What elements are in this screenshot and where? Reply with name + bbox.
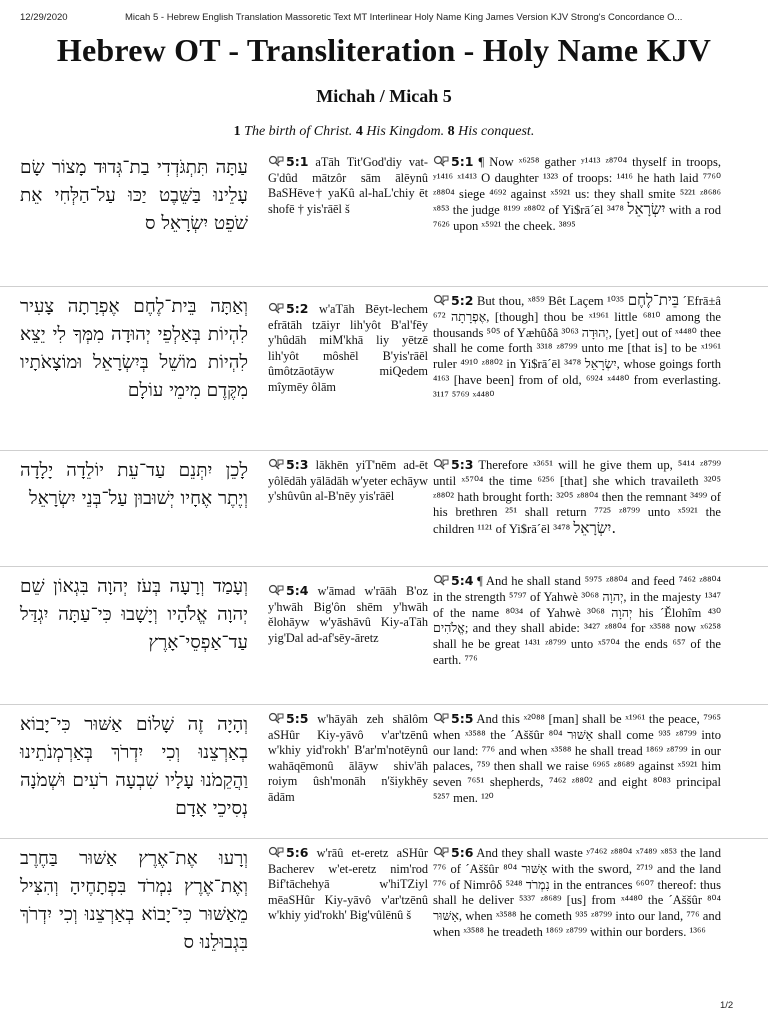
verse-number[interactable]: 5:2 — [451, 293, 474, 308]
print-header — [0, 12, 768, 30]
english-hebrew-word: יִשְׂרָאֵל — [627, 200, 666, 219]
chapter-summary — [0, 124, 768, 140]
english-text — [433, 573, 721, 669]
hebrew-text: לָכֵן יִתְּנֵם עַד־עֵת יוֹלֵדָה יָלָדָה וְיֶתֶר אֶחָיו יְשׁוּבוּן עַל־בְּנֵי יִשְׂרָאֵל — [20, 460, 248, 509]
verse-number[interactable]: 5:6 — [451, 845, 474, 860]
hebrew-text: וְהָיָה זֶה שָׁלוֹם אַשּׁוּר כִּי־יָבוֹא בְאַרְצֵנוּ וְכִי יִדְרֹךְ בְּאַרְמְנֹתֵינוּ וַהֲקֵמֹנוּ עָלָיו שִׁבְעָה רֹעִים וּשְׁמֹנָה נְסִיכֵי אָדָם — [20, 714, 248, 819]
verse-row — [0, 704, 768, 838]
english-verse-text: ¶ Now ˣ⁶²⁵⁸ gather ʸ¹⁴¹³ ᶻ⁸⁷⁰⁴ thyself in troops, ʸ¹⁴¹⁶ ˣ¹⁴¹³ O daughter ¹³²³ of troops: ¹⁴¹⁶ he hath laid ⁷⁷⁶⁰ ᶻ⁸⁸⁰⁴ siege ⁴⁶⁹² against ˣ⁵⁹²¹ us: they shall smite ⁵²²¹ ᶻ⁸⁶⁸⁶ ˣ⁸⁵³ the judge ⁸¹⁹⁹ ᶻ⁸⁸⁰² of Yi$rā´ēl — [433, 155, 721, 218]
transliteration-text: w'aTāh Bēyt-lechem efrātāh tzāiyr lih'yôt B'al'fēy y'hûdāh miM'khā liy yētzē lih'yôt môshēl B'yis'rāēl ûmôtzāotāyw miQedem mîymēy ôlām — [268, 302, 428, 394]
hebrew-text: וְעָמַד וְרָעָה בְּעֹז יְהוָה בִּגְאוֹן שֵׁם יְהוָה אֱלֹהָיו וְיָשָׁבוּ כִּי־עַתָּה יִגְדַּל עַד־אַפְסֵי־אָרֶץ — [20, 576, 248, 653]
english-text — [433, 711, 721, 807]
english-verse-text: But thou, ˣ⁸⁵⁹ Bêt Laçem — [476, 294, 604, 308]
hebrew-text: וְאַתָּה בֵּית־לֶחֶם אֶפְרָתָה צָעִיר לִהְיוֹת בְּאַלְפֵי יְהוּדָה מִמְּךָ לִי יֵצֵא לִהְיוֹת מוֹשֵׁל בְּיִשְׂרָאֵל וּמוֹצָאֹתָיו מִקֶּדֶם מִימֵי עוֹלָם — [20, 296, 248, 401]
english-verse-text: ¶ And he shall stand ⁵⁹⁷⁵ ᶻ⁸⁸⁰⁴ and feed ⁷⁴⁶² ᶻ⁸⁸⁰⁴ in the strength ⁵⁷⁹⁷ of Yahwè ³⁰⁶⁸ יְהוָה, in the majesty ¹³⁴⁷ of the name ⁸⁰³⁴ of Yahwè ³⁰⁶⁸ יְהוָה his ´Ělohîm ⁴³⁰ אֱלֹהִים; and they shall abide: ³⁴²⁷ ᶻ⁸⁸⁰⁴ for ˣ³⁵⁸⁸ now ˣ⁶²⁵⁸ shall he be great ¹⁴³¹ ᶻ⁸⁷⁹⁹ unto ˣ⁵⁷⁰⁴ the ends ⁶⁵⁷ of the earth. ⁷⁷⁶ — [433, 574, 721, 667]
english-verse-text: And this ˣ²⁰⁸⁸ [man] shall be ˣ¹⁹⁶¹ the peace, ⁷⁹⁶⁵ when ˣ³⁵⁸⁸ the ´Aššûr ⁸⁰⁴ אַשּׁוּר shall come ⁹³⁵ ᶻ⁸⁷⁹⁹ into our land: ⁷⁷⁶ and when ˣ³⁵⁸⁸ he shall tread ¹⁸⁶⁹ ᶻ⁸⁷⁹⁹ in our palaces, ⁷⁵⁹ then shall we raise ⁶⁹⁶⁵ ᶻ⁸⁶⁸⁹ against ˣ⁵⁹²¹ him seven ⁷⁶⁵¹ shepherds, ⁷⁴⁶² ᶻ⁸⁸⁰² and eight ⁸⁰⁸³ principal ⁵²⁵⁷ men. ¹²⁰ — [433, 712, 721, 805]
reference-icon[interactable] — [433, 574, 449, 586]
verse-number[interactable]: 5:3 — [286, 457, 309, 472]
reference-icon[interactable] — [268, 712, 284, 724]
transliteration-text: lākhēn yiT'nēm ad-ēt yôlēdāh yālādāh w'yeter echāyw y'shûvûn al-B'nēy yis'rāēl — [268, 458, 429, 503]
print-date: 12/29/2020 — [20, 12, 68, 23]
hebrew-text: עַתָּה תִּתְגֹּדְדִי בַת־גְּדוּד מָצוֹר שָׂם עָלֵינוּ בַּשֵּׁבֶט יַכּוּ עַל־הַלְּחִי אֵת שֹׁפֵט יִשְׂרָאֵל ס — [20, 157, 248, 234]
hebrew-text: וְרָעוּ אֶת־אֶרֶץ אַשּׁוּר בַּחֶרֶב וְאֶת־אֶרֶץ נִמְרֹד בִּפְתָחֶיהָ וְהִצִּיל מֵאַשּׁוּר כִּי־יָבוֹא בְאַרְצֵנוּ וְכִי יִדְרֹךְ בִּגְבוּלֵנוּ ס — [20, 848, 248, 953]
transliteration-text: aTāh Tit'God'diy vat-G'dûd mātzôr sām ālēynû BaSHēve† yaKû al-haL'chiy ēt shofē † yis'rāēl š — [268, 155, 428, 216]
reference-icon[interactable] — [268, 155, 284, 167]
verse-number[interactable]: 5:1 — [286, 154, 309, 169]
transliteration-text: w'āmad w'rāāh B'oz y'hwāh Big'ôn shēm y'hwāh ělohāyw w'yāshāvû Kiy-aTāh yig'Dal ad-af'sēy-āretz — [268, 584, 429, 645]
transliteration — [268, 711, 428, 805]
english-hebrew-word: בֵּית־לֶחֶם — [627, 291, 680, 309]
verse-row — [0, 148, 768, 286]
reference-icon[interactable] — [433, 155, 449, 167]
verse-number[interactable]: 5:1 — [451, 154, 474, 169]
reference-icon[interactable] — [433, 846, 449, 858]
transliteration — [268, 457, 428, 505]
reference-icon[interactable] — [268, 584, 284, 596]
verse-number[interactable]: 5:6 — [286, 845, 309, 860]
verse-number[interactable]: 5:4 — [286, 583, 309, 598]
summary-num-3: 8 — [447, 124, 455, 139]
transliteration — [268, 301, 428, 395]
summary-num-2: 4 — [355, 124, 363, 139]
transliteration-text: w'rāû et-eretz aSHûr Bacherev w'et-eretz nim'rod Bif'tāchehyā w'hiTZiyl mēaSHûr Kiy-yāvô v'ar'tzēnû w'khiy yid'rokh' Big'vûlēnû š — [268, 846, 428, 922]
reference-icon[interactable] — [433, 458, 449, 470]
verse-row — [0, 450, 768, 566]
verse-row — [0, 286, 768, 450]
transliteration-text: w'hāyāh zeh shālôm aSHûr Kiy-yāvô v'ar'tzēnû w'khiy yid'rokh' B'ar'm'notēynû wahāqēmonû ālāyw shiv'āh roiym ûsh'monāh n'šiykhēy ādām — [268, 712, 428, 804]
summary-text-2: His Kingdom. — [366, 124, 445, 139]
transliteration — [268, 583, 428, 646]
english-verse-text: Therefore ˣ³⁶⁵¹ will he give them up, ⁵⁴¹⁴ ᶻ⁸⁷⁹⁹ until ˣ⁵⁷⁰⁴ the time ⁶²⁵⁶ [that] she which travaileth ³²⁰⁵ ᶻ⁸⁸⁰² hath brought forth: ³²⁰⁵ ᶻ⁸⁸⁰⁴ then the remnant ³⁴⁹⁹ of his brethren ²⁵¹ shall return ⁷⁷²⁵ ᶻ⁸⁷⁹⁹ unto ˣ⁵⁹²¹ the children ¹¹²¹ of Yi$rā´ēl ³⁴⁷⁸ — [433, 458, 722, 537]
book-title: Michah / Micah 5 — [316, 86, 452, 106]
verse-row — [0, 566, 768, 704]
english-hebrew-word: יִשְׂרָאֵל. — [573, 519, 617, 538]
print-page-title: Micah 5 - Hebrew English Translation Massoretic Text MT Interlinear Holy Name King James Version KJV Strong's Concordance O... — [125, 12, 683, 23]
english-text — [433, 457, 721, 538]
english-text — [433, 293, 721, 405]
verse-number[interactable]: 5:5 — [451, 711, 474, 726]
reference-icon[interactable] — [268, 302, 284, 314]
verse-row — [0, 838, 768, 984]
english-text — [433, 154, 721, 235]
summary-text-1: The birth of Christ. — [244, 124, 353, 139]
english-verse-text-end: ³⁴⁷⁸ with a rod ⁷⁶²⁶ upon ˣ⁵⁹²¹ the cheek. ³⁸⁹⁵ — [433, 203, 721, 234]
english-verse-text-end: ¹⁰³⁵ ´Efrā±â ⁶⁷² אֶפְרָתָה, [though] thou be ˣ¹⁹⁶¹ little ⁶⁸¹⁰ among the thousands ⁵⁰⁵ of Yæhûδâ ³⁰⁶³ יְהוּדָה, [yet] out of ˣ⁴⁴⁸⁰ thee shall he come forth ³³¹⁸ ᶻ⁸⁷⁹⁹ unto me [that is] to be ˣ¹⁹⁶¹ ruler ⁴⁹¹⁰ ᶻ⁸⁸⁰² in Yi$rā´ēl ³⁴⁷⁸ יִשְׂרָאֵל, whose goings forth ⁴¹⁶³ [have been] from of old, ⁶⁹²⁴ ˣ⁴⁴⁸⁰ from everlasting. ³¹¹⁷ ⁵⁷⁶⁹ ˣ⁴⁴⁸⁰ — [433, 294, 721, 403]
verse-table — [0, 148, 768, 988]
summary-text-3: His conquest. — [458, 124, 535, 139]
verse-number[interactable]: 5:3 — [451, 457, 474, 472]
reference-icon[interactable] — [433, 294, 449, 306]
reference-icon[interactable] — [433, 712, 449, 724]
verse-number[interactable]: 5:2 — [286, 301, 309, 316]
verse-number[interactable]: 5:4 — [451, 573, 474, 588]
english-verse-text: And they shall waste ʸ⁷⁴⁶² ᶻ⁸⁸⁰⁴ ˣ⁷⁴⁸⁹ ˣ⁸⁵³ the land ⁷⁷⁶ of ´Aššûr ⁸⁰⁴ אַשּׁוּר with the sword, ²⁷¹⁹ and the land ⁷⁷⁶ of Nimrôδ ⁵²⁴⁸ נִמְרֹד in the entrances ⁶⁶⁰⁷ thereof: thus shall he deliver ⁵³³⁷ ᶻ⁸⁶⁸⁹ [us] from ˣ⁴⁴⁸⁰ the ´Aššûr ⁸⁰⁴ אַשּׁוּר, when ˣ³⁵⁸⁸ he cometh ⁹³⁵ ᶻ⁸⁷⁹⁹ into our land, ⁷⁷⁶ and when ˣ³⁵⁸⁸ he treadeth ¹⁸⁶⁹ ᶻ⁸⁷⁹⁹ within our borders. ¹³⁶⁶ — [433, 846, 721, 939]
reference-icon[interactable] — [268, 458, 284, 470]
english-text — [433, 845, 721, 941]
transliteration — [268, 845, 428, 924]
page-title: Hebrew OT - Transliteration - Holy Name KJV — [56, 32, 712, 68]
summary-num-1: 1 — [233, 124, 241, 139]
verse-number[interactable]: 5:5 — [286, 711, 309, 726]
reference-icon[interactable] — [268, 846, 284, 858]
page-number: 1/2 — [720, 1000, 734, 1011]
transliteration — [268, 154, 428, 217]
